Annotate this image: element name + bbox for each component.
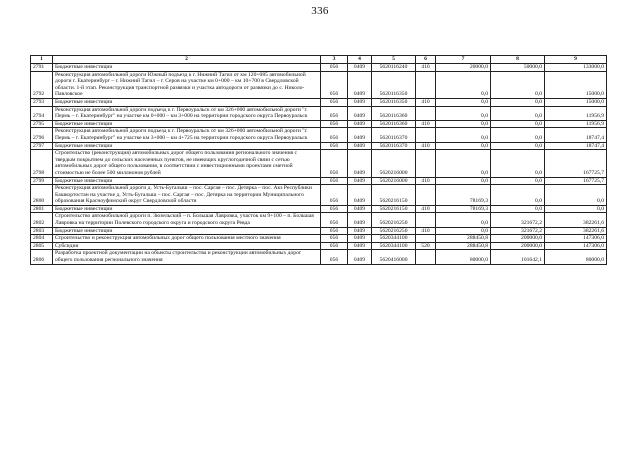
row-target-code: 5620344100: [372, 235, 416, 243]
row-number: 2799: [31, 177, 53, 185]
header-col-9: 9: [545, 56, 607, 64]
table-row: [31, 120, 607, 128]
header-row: [31, 56, 607, 64]
row-code-4: 0409: [348, 242, 372, 250]
table-row: [31, 250, 607, 264]
row-amount-7: 0,0: [436, 120, 491, 128]
row-amount-7: 0,0: [436, 177, 491, 185]
header-col-7: 7: [436, 56, 491, 64]
row-target-code: 5620116370: [372, 142, 416, 150]
row-amount-8: 0,0: [491, 128, 545, 142]
table-header: [31, 56, 607, 64]
row-description: Бюджетные инвестиции: [53, 64, 321, 72]
table-row: [31, 185, 607, 206]
row-amount-9: 382261,6: [545, 227, 607, 235]
row-code-4: 0409: [348, 185, 372, 206]
row-description: Бюджетные инвестиции: [53, 205, 321, 213]
row-amount-8: 50000,0: [491, 64, 545, 72]
header-col-6: 6: [416, 56, 436, 64]
row-target-code: 5620216250: [372, 227, 416, 235]
row-amount-8: 0,0: [491, 106, 545, 120]
row-amount-8: 0,0: [491, 177, 545, 185]
row-amount-7: 0,0: [436, 213, 491, 227]
row-amount-9: 18747,4: [545, 142, 607, 150]
row-target-code: 5620216250: [372, 213, 416, 227]
row-amount-9: 0,0: [545, 185, 607, 206]
row-target-code: 5620344100: [372, 242, 416, 250]
row-code-4: 0409: [348, 120, 372, 128]
row-amount-7: 0,0: [436, 71, 491, 98]
row-expense-type: [416, 185, 436, 206]
row-code-3: 056: [321, 120, 348, 128]
row-amount-7: 0,0: [436, 227, 491, 235]
row-amount-7: 0,0: [436, 98, 491, 106]
row-amount-7: 0,0: [436, 128, 491, 142]
row-expense-type: 520: [416, 242, 436, 250]
row-amount-8: 0,0: [491, 205, 545, 213]
row-amount-9: 147306,0: [545, 242, 607, 250]
page-number: 336: [311, 5, 329, 17]
row-code-4: 0409: [348, 71, 372, 98]
row-code-4: 0409: [348, 150, 372, 177]
header-col-3: 3: [321, 56, 348, 64]
row-expense-type: 410: [416, 205, 436, 213]
row-amount-9: 80000,0: [545, 250, 607, 264]
row-code-4: 0409: [348, 64, 372, 72]
row-expense-type: [416, 250, 436, 264]
row-amount-9: 15000,0: [545, 98, 607, 106]
row-code-4: 0409: [348, 235, 372, 243]
row-code-3: 056: [321, 150, 348, 177]
row-amount-8: 321672,2: [491, 213, 545, 227]
row-expense-type: [416, 128, 436, 142]
table-row: [31, 150, 607, 177]
row-code-3: 056: [321, 64, 348, 72]
row-amount-9: 167725,7: [545, 150, 607, 177]
header-col-4: 4: [348, 56, 372, 64]
row-target-code: 5620116350: [372, 98, 416, 106]
row-description: Бюджетные инвестиции: [53, 177, 321, 185]
row-number: 2803: [31, 227, 53, 235]
table-row: [31, 71, 607, 98]
table-row: [31, 242, 607, 250]
row-amount-9: 11956,9: [545, 120, 607, 128]
row-amount-7: 78169,3: [436, 205, 491, 213]
table-row: [31, 106, 607, 120]
table-row: [31, 142, 607, 150]
row-number: 2792: [31, 71, 53, 98]
table-row: [31, 227, 607, 235]
row-description: Реконструкция автомобильной дороги д. Усть-Бугалыш – пос. Саргая – пос. Детяркa – пос. Акз Республики Башкортостан на участке д. Усть-Бугалыш – пос. Саргая – пос. Детяркa на территории Муниципального образования Красноуфимский округ Свердловской области: [53, 185, 321, 206]
row-amount-7: 288450,8: [436, 242, 491, 250]
row-target-code: 5620216000: [372, 150, 416, 177]
row-target-code: 5620216150: [372, 205, 416, 213]
row-code-4: 0409: [348, 250, 372, 264]
row-expense-type: 410: [416, 120, 436, 128]
row-amount-8: 101642,1: [491, 250, 545, 264]
row-number: 2801: [31, 205, 53, 213]
row-code-3: 056: [321, 142, 348, 150]
header-col-5: 5: [372, 56, 416, 64]
row-number: 2806: [31, 250, 53, 264]
row-target-code: 5620216150: [372, 185, 416, 206]
row-target-code: 5620116370: [372, 128, 416, 142]
row-code-3: 056: [321, 235, 348, 243]
row-code-4: 0409: [348, 128, 372, 142]
row-code-3: 056: [321, 128, 348, 142]
row-code-3: 056: [321, 98, 348, 106]
row-description: Строительство и реконструкция автомобильных дорог общего пользования местного значения: [53, 235, 321, 243]
row-expense-type: [416, 106, 436, 120]
row-description: Разработка проектной документации на объекты строительства и реконструкции автомобильных дорог общего пользования регионального значения: [53, 250, 321, 264]
row-amount-9: 147306,0: [545, 235, 607, 243]
row-code-4: 0409: [348, 205, 372, 213]
row-code-3: 056: [321, 227, 348, 235]
row-description: Бюджетные инвестиции: [53, 227, 321, 235]
row-number: 2797: [31, 142, 53, 150]
row-number: 2805: [31, 242, 53, 250]
row-target-code: 5620116360: [372, 106, 416, 120]
table-row: [31, 98, 607, 106]
row-code-3: 056: [321, 213, 348, 227]
row-expense-type: [416, 71, 436, 98]
row-code-4: 0409: [348, 227, 372, 235]
header-col-1: 1: [31, 56, 53, 64]
row-amount-7: 20000,0: [436, 64, 491, 72]
row-number: 2798: [31, 150, 53, 177]
row-code-3: 056: [321, 185, 348, 206]
table-row: [31, 205, 607, 213]
row-target-code: 5620116240: [372, 64, 416, 72]
row-code-4: 0409: [348, 106, 372, 120]
row-description: Бюджетные инвестиции: [53, 142, 321, 150]
row-description: Строительство (реконструкция) автомобильных дорог общего пользования регионального значения с твердым покрытием до сельских населенных пунктов, не имеющих круглогодичной связи с сетью автомобильных дорог общего пользования, в соответствии с инвестиционными проектами сметной стоимостью не более 500 миллионов рублей: [53, 150, 321, 177]
row-amount-8: 0,0: [491, 185, 545, 206]
row-amount-7: 288450,8: [436, 235, 491, 243]
table-row: [31, 213, 607, 227]
header-col-8: 8: [491, 56, 545, 64]
row-amount-8: 0,0: [491, 142, 545, 150]
row-amount-8: 0,0: [491, 71, 545, 98]
row-amount-9: 133000,0: [545, 64, 607, 72]
row-code-4: 0409: [348, 142, 372, 150]
row-target-code: 5620216000: [372, 177, 416, 185]
row-number: 2795: [31, 120, 53, 128]
row-description: Реконструкция автомобильной дороги подъезд к г. Первоуральск от км 326+000 автомобильной дороги "г. Пермь – г. Екатеринбург" на участке км 3+000 – км 4+725 на территории городского округа Первоуральск: [53, 128, 321, 142]
row-number: 2800: [31, 185, 53, 206]
row-target-code: 5620116350: [372, 71, 416, 98]
row-expense-type: [416, 150, 436, 177]
row-code-4: 0409: [348, 213, 372, 227]
row-target-code: 5620416000: [372, 250, 416, 264]
row-amount-9: 18747,4: [545, 128, 607, 142]
table-row: [31, 128, 607, 142]
row-description: Субсидии: [53, 242, 321, 250]
row-description: Реконструкция автомобильной дороги подъезд к г. Первоуральск от км 326+000 автомобильной дороги "г. Пермь – г. Екатеринбург" на участке км 0+000 – км 3+000 на территории городского округа Первоуральск: [53, 106, 321, 120]
table-row: [31, 177, 607, 185]
row-description: Строительство автомобильной дороги п. Зюзельский – п. Большая Лавровка, участок км 9+100 – п. Большая Лавровка на территории Полевского городского округа и городского округа Ревда: [53, 213, 321, 227]
row-amount-8: 0,0: [491, 98, 545, 106]
row-code-4: 0409: [348, 98, 372, 106]
row-amount-9: 15000,0: [545, 71, 607, 98]
table-row: [31, 64, 607, 72]
row-target-code: 5620116360: [372, 120, 416, 128]
row-code-3: 056: [321, 242, 348, 250]
row-expense-type: [416, 213, 436, 227]
row-amount-8: 321672,2: [491, 227, 545, 235]
row-code-3: 056: [321, 205, 348, 213]
table-body: [31, 64, 607, 265]
row-amount-7: 0,0: [436, 142, 491, 150]
row-code-3: 056: [321, 177, 348, 185]
row-amount-8: 200000,0: [491, 235, 545, 243]
row-expense-type: 410: [416, 64, 436, 72]
budget-table: [30, 55, 607, 265]
row-amount-9: 382261,6: [545, 213, 607, 227]
row-number: 2802: [31, 213, 53, 227]
row-number: 2804: [31, 235, 53, 243]
row-expense-type: 410: [416, 177, 436, 185]
row-number: 2793: [31, 98, 53, 106]
row-amount-8: 0,0: [491, 150, 545, 177]
row-code-3: 056: [321, 250, 348, 264]
row-code-3: 056: [321, 106, 348, 120]
row-amount-7: 78169,3: [436, 185, 491, 206]
row-amount-9: 0,0: [545, 205, 607, 213]
row-expense-type: 410: [416, 98, 436, 106]
row-expense-type: 410: [416, 142, 436, 150]
row-number: 2794: [31, 106, 53, 120]
row-description: Бюджетные инвестиции: [53, 98, 321, 106]
table-row: [31, 235, 607, 243]
row-expense-type: [416, 235, 436, 243]
row-amount-8: 200000,0: [491, 242, 545, 250]
row-code-3: 056: [321, 71, 348, 98]
row-expense-type: 410: [416, 227, 436, 235]
row-description: Реконструкция автомобильной дороги Южный подъезд к г. Нижний Тагил от км 120+085 автомобильной дороги г. Екатеринбург – г. Нижний Тагил – г. Серов на участке км 0+000 – км 10+700 в Свердловской области. 1-й этап. Реконструкция транспортной развязки и участка автодороги от развязки до с. Николо-Павловское: [53, 71, 321, 98]
row-number: 2791: [31, 64, 53, 72]
header-col-2: 2: [53, 56, 321, 64]
row-code-4: 0409: [348, 177, 372, 185]
row-amount-7: 0,0: [436, 150, 491, 177]
row-description: Бюджетные инвестиции: [53, 120, 321, 128]
row-amount-9: 167725,7: [545, 177, 607, 185]
row-amount-8: 0,0: [491, 120, 545, 128]
row-amount-9: 11956,9: [545, 106, 607, 120]
row-amount-7: 0,0: [436, 106, 491, 120]
row-amount-7: 80000,0: [436, 250, 491, 264]
row-number: 2796: [31, 128, 53, 142]
